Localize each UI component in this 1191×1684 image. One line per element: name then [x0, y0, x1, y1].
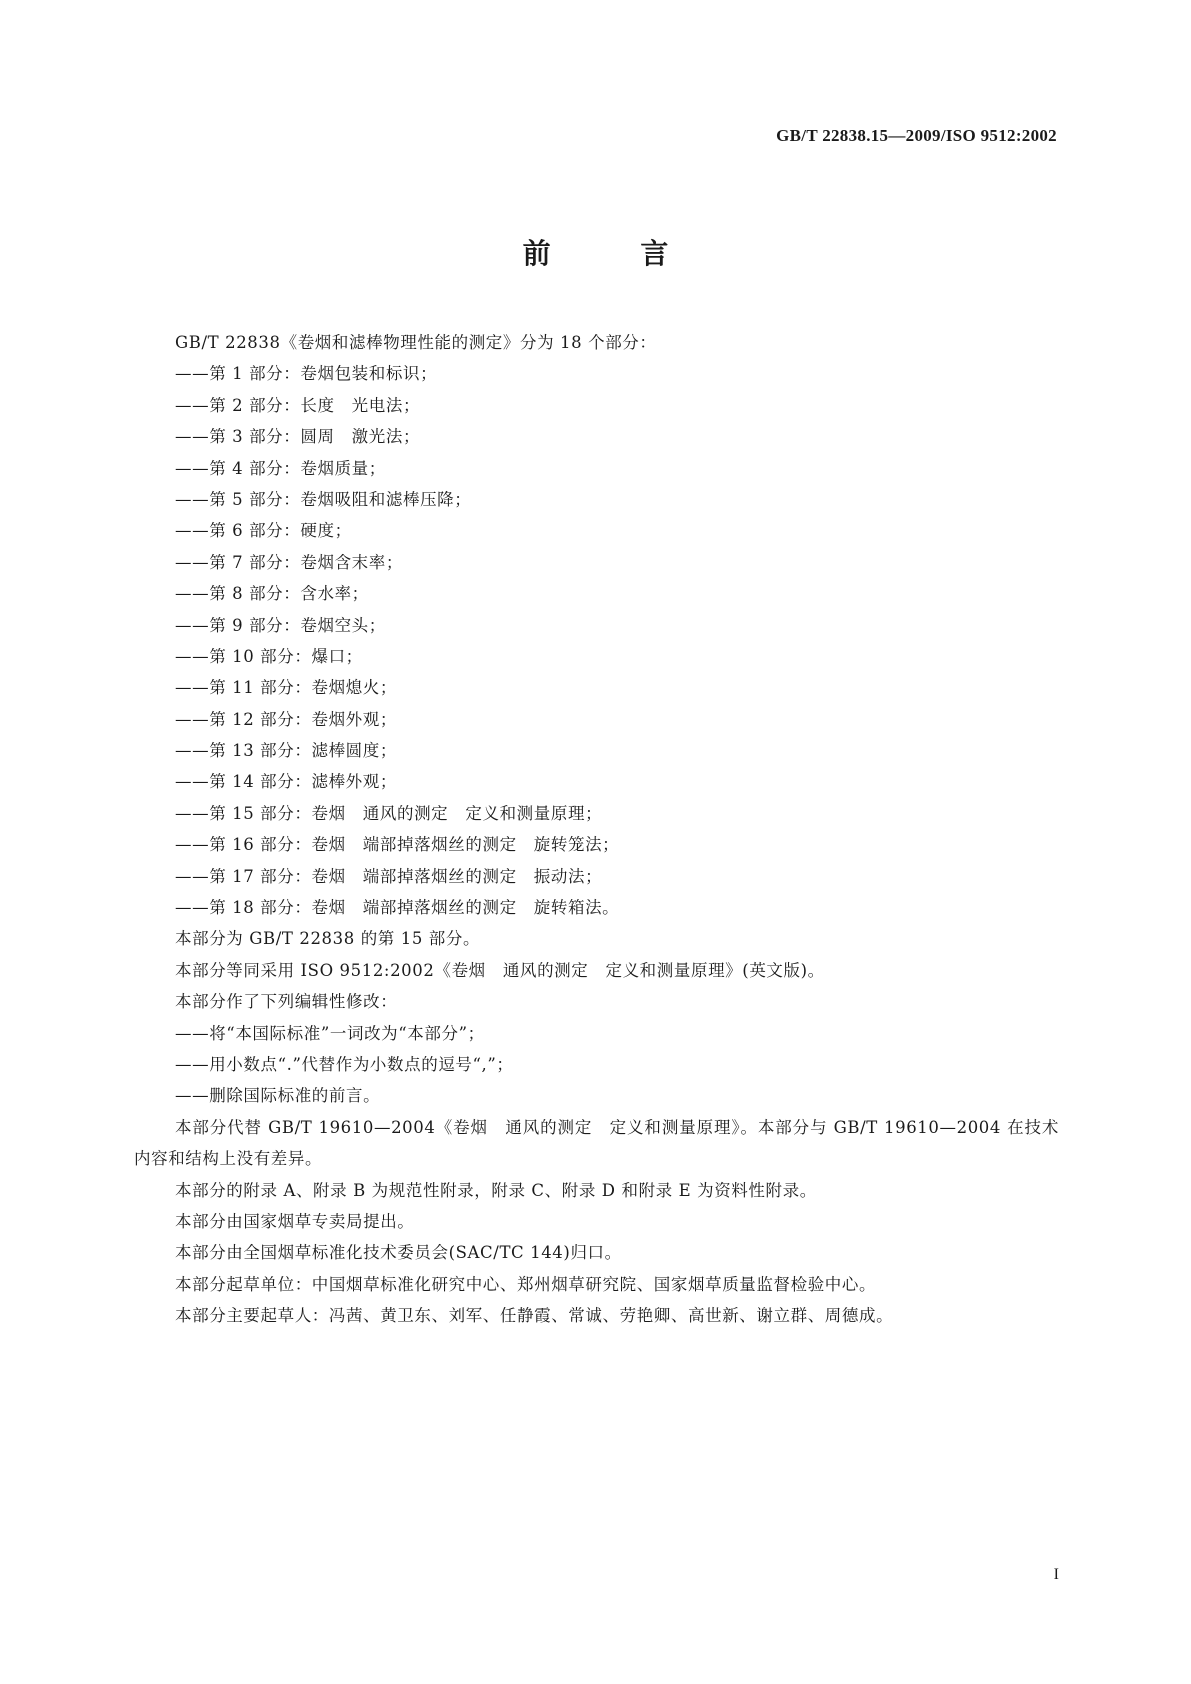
list-item-part-1: ——第 1 部分：卷烟包装和标识； — [175, 364, 438, 384]
list-item-part-9: ——第 9 部分：卷烟空头； — [175, 615, 386, 635]
list-item-part-10: ——第 10 部分：爆口； — [175, 646, 363, 666]
list-item-part-18: ——第 18 部分：卷烟 端部掉落烟丝的测定 旋转箱法。 — [175, 898, 620, 918]
paragraph-proposed-by: 本部分由国家烟草专卖局提出。 — [175, 1211, 415, 1231]
list-item-edit-1: ——将“本国际标准”一词改为“本部分”； — [175, 1023, 485, 1043]
standard-code: GB/T 22838.15—2009/ISO 9512:2002 — [776, 126, 1057, 145]
list-item-edit-2: ——用小数点“.”代替作为小数点的逗号“,”； — [175, 1054, 514, 1074]
paragraph-drafters: 本部分主要起草人：冯茜、黄卫东、刘军、任静霞、常诚、劳艳卿、高世新、谢立群、周德成。 — [175, 1306, 894, 1326]
paragraph-intro: GB/T 22838《卷烟和滤棒物理性能的测定》分为 18 个部分： — [175, 333, 657, 352]
list-item-part-4: ——第 4 部分：卷烟质量； — [175, 458, 386, 478]
list-item-part-2: ——第 2 部分：长度 光电法； — [175, 395, 421, 415]
foreword-body — [134, 327, 1059, 1332]
paragraph-annexes: 本部分的附录 A、附录 B 为规范性附录，附录 C、附录 D 和附录 E 为资料性附录。 — [175, 1180, 817, 1200]
list-item-part-17: ——第 17 部分：卷烟 端部掉落烟丝的测定 振动法； — [175, 866, 603, 886]
list-item-part-12: ——第 12 部分：卷烟外观； — [175, 709, 397, 729]
list-item-part-6: ——第 6 部分：硬度； — [175, 521, 352, 541]
paragraph-part-statement: 本部分为 GB/T 22838 的第 15 部分。 — [175, 929, 481, 949]
paragraph-adoption: 本部分等同采用 ISO 9512:2002《卷烟 通风的测定 定义和测量原理》(英文版)。 — [175, 960, 825, 980]
list-item-part-14: ——第 14 部分：滤棒外观； — [175, 772, 397, 792]
list-item-edit-3: ——删除国际标准的前言。 — [175, 1086, 381, 1106]
paragraph-edits-intro: 本部分作了下列编辑性修改： — [175, 992, 398, 1012]
list-item-part-5: ——第 5 部分：卷烟吸阻和滤棒压降； — [175, 489, 472, 509]
page-number: I — [1053, 1566, 1059, 1583]
paragraph-drafting-units: 本部分起草单位：中国烟草标准化研究中心、郑州烟草研究院、国家烟草质量监督检验中心。 — [175, 1274, 877, 1294]
list-item-part-13: ——第 13 部分：滤棒圆度； — [175, 741, 397, 761]
list-item-part-11: ——第 11 部分：卷烟熄火； — [175, 678, 397, 698]
paragraph-centralized-by: 本部分由全国烟草标准化技术委员会(SAC/TC 144)归口。 — [175, 1243, 622, 1263]
list-item-part-16: ——第 16 部分：卷烟 端部掉落烟丝的测定 旋转笼法； — [175, 835, 620, 855]
page-title: 前 言 — [522, 237, 709, 270]
list-item-part-8: ——第 8 部分：含水率； — [175, 584, 369, 604]
list-item-part-7: ——第 7 部分：卷烟含末率； — [175, 552, 403, 572]
list-item-part-3: ——第 3 部分：圆周 激光法； — [175, 427, 421, 447]
paragraph-replaces: 本部分代替 GB/T 19610—2004《卷烟 通风的测定 定义和测量原理》。本部分与 GB/T 19610—2004 在技术内容和结构上没有差异。 — [134, 1117, 1059, 1169]
list-item-part-15: ——第 15 部分：卷烟 通风的测定 定义和测量原理； — [175, 803, 603, 823]
